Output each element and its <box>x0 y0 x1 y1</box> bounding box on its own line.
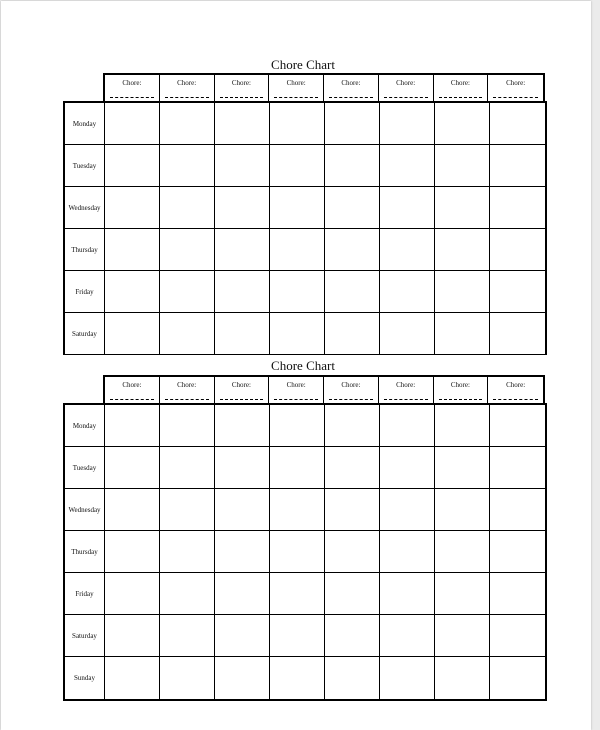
chore-header-cell[interactable] <box>215 377 270 403</box>
chore-cell[interactable] <box>160 573 215 615</box>
chore-cell[interactable] <box>325 187 380 229</box>
chore-cell[interactable] <box>380 573 435 615</box>
chore-cell[interactable] <box>160 447 215 489</box>
chore-cell[interactable] <box>270 531 325 573</box>
chore-cell[interactable] <box>380 489 435 531</box>
chore-cell[interactable] <box>270 447 325 489</box>
chore-cell[interactable] <box>490 103 545 145</box>
chore-write-line <box>439 97 483 98</box>
chore-cell[interactable] <box>435 573 490 615</box>
day-label: Friday <box>65 573 104 615</box>
chore-cell[interactable] <box>160 187 215 229</box>
chore-cell[interactable] <box>270 271 325 313</box>
chore-write-line <box>493 399 538 400</box>
chore-cell[interactable] <box>160 405 215 447</box>
chore-grid <box>63 101 547 355</box>
chore-cell[interactable] <box>380 229 435 271</box>
chore-header-cell[interactable] <box>379 377 434 403</box>
chore-cell[interactable] <box>490 489 545 531</box>
chore-header-cell[interactable] <box>105 75 160 101</box>
chore-cell[interactable] <box>215 405 270 447</box>
chore-cell[interactable] <box>325 313 380 355</box>
day-column <box>63 101 105 355</box>
chore-cell[interactable] <box>325 573 380 615</box>
chore-cell[interactable] <box>160 145 215 187</box>
day-label: Friday <box>65 271 104 313</box>
chore-cell[interactable] <box>490 187 545 229</box>
chore-cells <box>105 403 547 701</box>
chore-label: Chore: <box>396 381 416 389</box>
chore-cell[interactable] <box>435 447 490 489</box>
chore-cell[interactable] <box>215 573 270 615</box>
chore-write-line <box>493 97 538 98</box>
chore-cell[interactable] <box>215 103 270 145</box>
chore-write-line <box>110 399 154 400</box>
chore-cell[interactable] <box>325 489 380 531</box>
chore-cell[interactable] <box>380 313 435 355</box>
day-label: Tuesday <box>65 145 104 187</box>
chore-cell[interactable] <box>490 657 545 699</box>
chore-label: Chore: <box>122 381 142 389</box>
chore-cell[interactable] <box>215 531 270 573</box>
chore-cell[interactable] <box>380 657 435 699</box>
chore-cell[interactable] <box>435 229 490 271</box>
chore-write-line <box>384 399 428 400</box>
chore-cell[interactable] <box>160 103 215 145</box>
chore-header-row <box>103 375 545 403</box>
chore-cell[interactable] <box>105 103 160 145</box>
chore-cell[interactable] <box>215 313 270 355</box>
chore-cell[interactable] <box>105 531 160 573</box>
chore-cell[interactable] <box>270 657 325 699</box>
chore-header-cell[interactable] <box>269 75 324 101</box>
chore-cell[interactable] <box>435 187 490 229</box>
chore-cell[interactable] <box>160 489 215 531</box>
chore-label: Chore: <box>286 79 306 87</box>
chore-cell[interactable] <box>380 531 435 573</box>
chore-write-line <box>110 97 154 98</box>
chore-cell[interactable] <box>380 405 435 447</box>
chore-cell[interactable] <box>490 447 545 489</box>
chore-cell[interactable] <box>215 187 270 229</box>
chore-cell[interactable] <box>105 313 160 355</box>
chore-label: Chore: <box>506 79 526 87</box>
chore-cell[interactable] <box>105 447 160 489</box>
chore-cell[interactable] <box>105 271 160 313</box>
chore-cell[interactable] <box>270 489 325 531</box>
chore-cell[interactable] <box>325 657 380 699</box>
chore-label: Chore: <box>341 381 361 389</box>
chore-cell[interactable] <box>325 447 380 489</box>
day-label: Sunday <box>74 674 95 682</box>
chore-cell[interactable] <box>215 489 270 531</box>
chore-write-line <box>220 399 264 400</box>
chore-cell[interactable] <box>215 657 270 699</box>
chore-label: Chore: <box>396 79 416 87</box>
chore-cell[interactable] <box>270 615 325 657</box>
chore-cell[interactable] <box>270 145 325 187</box>
chore-header-cell[interactable] <box>215 75 270 101</box>
chore-cell[interactable] <box>325 271 380 313</box>
chore-cell[interactable] <box>435 615 490 657</box>
chore-cell[interactable] <box>490 313 545 355</box>
chore-write-line <box>439 399 483 400</box>
chore-write-line <box>220 97 264 98</box>
chore-cell[interactable] <box>160 615 215 657</box>
day-label: Tuesday <box>65 447 104 489</box>
chore-cell[interactable] <box>490 615 545 657</box>
chore-label: Chore: <box>506 381 526 389</box>
chore-grid <box>63 403 547 701</box>
chore-cell[interactable] <box>435 103 490 145</box>
day-label: Saturday <box>65 313 104 355</box>
chore-cell[interactable] <box>380 447 435 489</box>
chore-label: Chore: <box>177 381 197 389</box>
chore-cell[interactable] <box>325 103 380 145</box>
chore-cell[interactable] <box>105 145 160 187</box>
chore-cell[interactable] <box>325 615 380 657</box>
day-label: Monday <box>65 103 104 145</box>
day-label: Wednesday <box>65 187 104 229</box>
chore-cell[interactable] <box>215 229 270 271</box>
chore-cell[interactable] <box>435 313 490 355</box>
chore-cell[interactable] <box>325 531 380 573</box>
chore-label: Chore: <box>450 79 470 87</box>
chore-cell[interactable] <box>435 405 490 447</box>
chore-header-cell[interactable] <box>269 377 324 403</box>
chore-cell[interactable] <box>435 145 490 187</box>
chore-cell[interactable] <box>105 573 160 615</box>
chore-label: Chore: <box>231 381 251 389</box>
chart-title: Chore Chart <box>271 358 335 373</box>
day-label: Thursday <box>65 229 104 271</box>
chore-cell[interactable] <box>160 229 215 271</box>
chore-cell[interactable] <box>160 271 215 313</box>
chore-cell[interactable] <box>490 405 545 447</box>
chore-write-line <box>274 97 318 98</box>
chore-cell[interactable] <box>490 573 545 615</box>
chore-cell[interactable] <box>325 405 380 447</box>
chore-cell[interactable] <box>215 271 270 313</box>
chore-cell[interactable] <box>380 271 435 313</box>
day-label: Thursday <box>65 531 104 573</box>
chore-write-line <box>329 399 373 400</box>
chore-cell[interactable] <box>435 657 490 699</box>
chore-label: Chore: <box>231 79 251 87</box>
chore-write-line <box>165 97 209 98</box>
chore-cell[interactable] <box>435 489 490 531</box>
chore-label: Chore: <box>450 381 470 389</box>
chore-cell[interactable] <box>270 573 325 615</box>
chore-cell[interactable] <box>270 405 325 447</box>
chore-header-cell[interactable] <box>324 377 379 403</box>
chore-cell[interactable] <box>490 271 545 313</box>
chore-write-line <box>329 97 373 98</box>
chore-cell[interactable] <box>380 103 435 145</box>
chore-cell[interactable] <box>105 657 160 699</box>
chore-cell[interactable] <box>270 313 325 355</box>
chore-cell[interactable] <box>270 103 325 145</box>
chore-label: Chore: <box>286 381 306 389</box>
chore-cells <box>105 101 547 355</box>
chore-header-cell[interactable] <box>379 75 434 101</box>
day-column <box>63 403 105 701</box>
chore-cell[interactable] <box>325 145 380 187</box>
chore-label: Chore: <box>341 79 361 87</box>
chore-header-cell[interactable] <box>434 377 489 403</box>
chore-header-cell[interactable] <box>488 377 543 403</box>
chore-write-line <box>165 399 209 400</box>
chore-label: Chore: <box>177 79 197 87</box>
chore-cell[interactable] <box>160 531 215 573</box>
chore-cell[interactable] <box>325 229 380 271</box>
chore-write-line <box>274 399 318 400</box>
chore-cell[interactable] <box>105 489 160 531</box>
chore-cell[interactable] <box>490 145 545 187</box>
chore-cell[interactable] <box>490 229 545 271</box>
day-label: Wednesday <box>65 489 104 531</box>
chore-cell[interactable] <box>380 187 435 229</box>
chore-cell[interactable] <box>160 313 215 355</box>
chore-header-cell[interactable] <box>160 75 215 101</box>
chore-cell[interactable] <box>435 271 490 313</box>
day-label: Saturday <box>65 615 104 657</box>
chore-header-cell[interactable] <box>324 75 379 101</box>
document-page <box>1 1 591 730</box>
chore-cell[interactable] <box>380 145 435 187</box>
chore-cell[interactable] <box>215 145 270 187</box>
chore-cell[interactable] <box>105 229 160 271</box>
chore-cell[interactable] <box>270 229 325 271</box>
chore-cell[interactable] <box>215 447 270 489</box>
chore-cell[interactable] <box>270 187 325 229</box>
chore-cell[interactable] <box>105 615 160 657</box>
chore-cell[interactable] <box>435 531 490 573</box>
chore-cell[interactable] <box>160 657 215 699</box>
chart-title: Chore Chart <box>271 57 335 72</box>
chore-header-cell[interactable] <box>105 377 160 403</box>
day-label: Monday <box>65 405 104 447</box>
chore-cell[interactable] <box>105 187 160 229</box>
chore-header-cell[interactable] <box>160 377 215 403</box>
chore-write-line <box>384 97 428 98</box>
chore-label: Chore: <box>122 79 142 87</box>
chore-cell[interactable] <box>105 405 160 447</box>
chore-header-cell[interactable] <box>434 75 489 101</box>
chore-header-row <box>103 73 545 101</box>
chore-cell[interactable] <box>215 615 270 657</box>
chore-header-cell[interactable] <box>488 75 543 101</box>
chore-cell[interactable] <box>490 531 545 573</box>
chore-cell[interactable] <box>380 615 435 657</box>
